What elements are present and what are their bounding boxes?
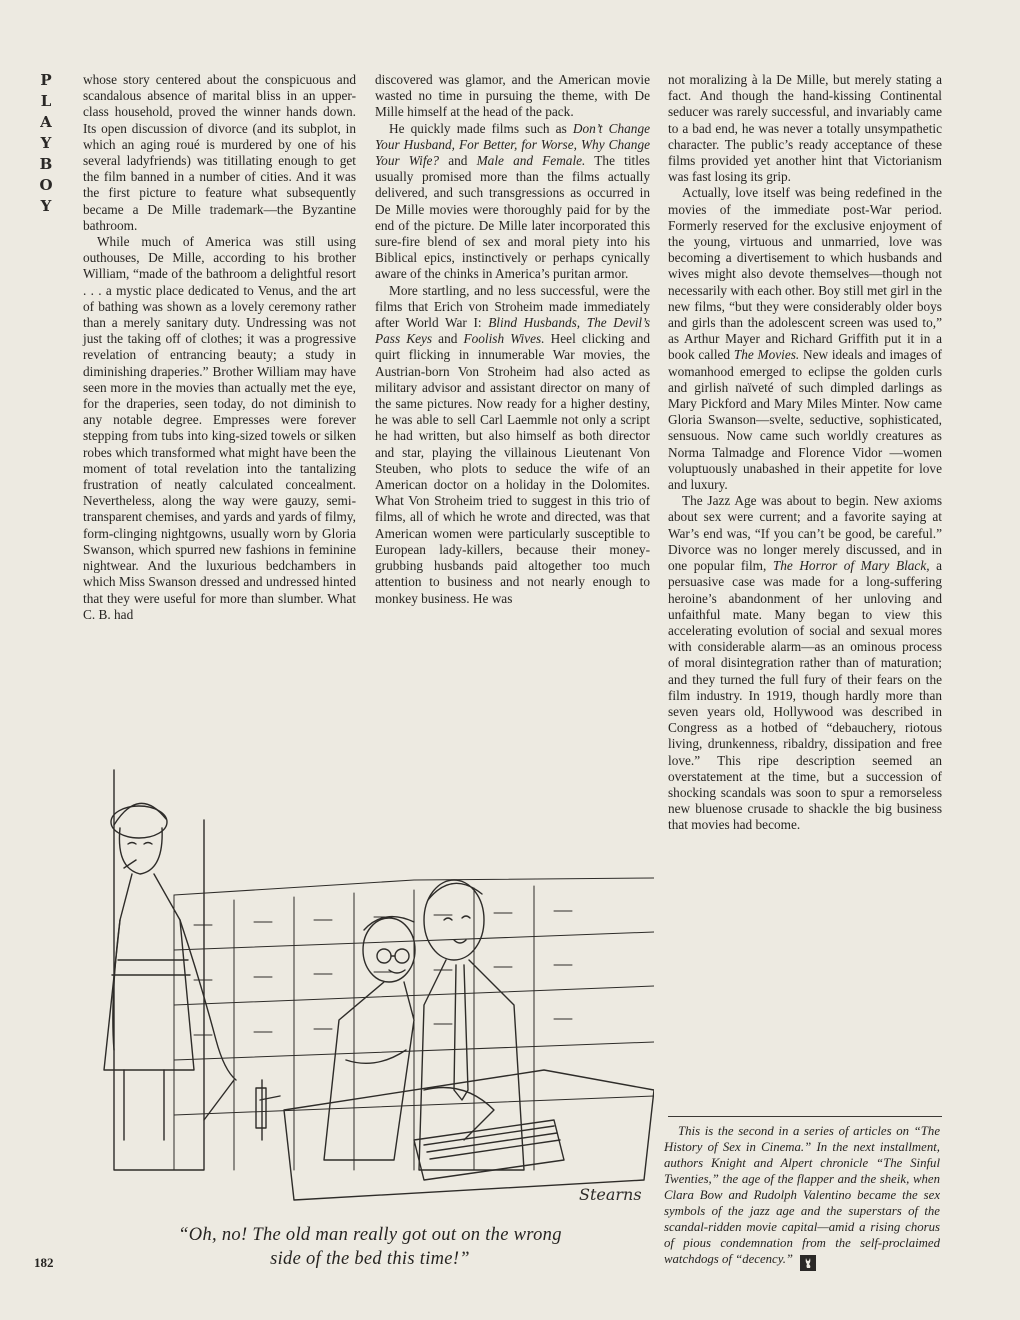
door-frame [114, 770, 280, 1170]
film-title: Male and Female. [476, 153, 586, 169]
article-column-1 [83, 72, 356, 623]
paragraph [668, 493, 942, 833]
paragraph [668, 185, 942, 493]
text-run: The titles usually promised more than the films actually delivered, and such transgressions as occurred in De Mille movies were thoroughly paid for by the end of the picture. De Mille later incorporated this sure-fire blend of sex and moral piety into his Biblical epics, instinctively or perhaps cynically aware of the chinks in America’s puritan armor. [375, 153, 650, 282]
sidebar-letter: O [39, 176, 53, 194]
text-run: a persuasive case was made for a long-suffering heroine’s abandonment of her unloving and unfaithful mate. Many began to view this accelerating evolution of social and sexual mores with considerable alarm—as an ominous process of moral disintegration rather than of maturation; and they turned the full fury of their fears on the film industry. In 1919, though hardly more than seven years old, Hollywood was described in Congress as a hotbed of “debauchery, riotous living, drunkenness, ribaldry, dissipation and free love.” This ripe description seemed an overstatement at the time, but a succession of shocking scandals was soon to spur a remorseless new bluenose crusade to shackle the big business that movies had become. [668, 558, 942, 833]
cartoon-caption [90, 1223, 650, 1271]
paragraph: While much of America was still using outhouses, De Mille, according to his brother William, “made of the bathroom a delightful resort . . . a mystic place dedicated to Venus, and the art of bathing was shown as a lovely ceremony rather than a merely sanitary duty. Undressing was not just the taking off of clothes; it was a progressive revelation of entrancing beauty; a study in diminishing draperies.” Brother William may have seen more in the movies than actually met the eye, for the draperies, seen today, do not diminish to any notable degree. Empresses were forever stepping from tubs into king-sized towels or silken robes which transformed what might have been the moment of total revelation into the tantalizing frustration of neatly calculated concealment. Nevertheless, along the way were gauzy, semitransparent chemises, and yards and yards of filmy, form-clinging nightgowns, usually worn by Gloria Swanson, which spurred new fashions in feminine nightwear. And the luxurious bedchambers in which Miss Swanson dressed and undressed hinted that they were useful for more than slumber. What C. B. had [83, 234, 356, 622]
film-title: Foolish Wives. [463, 331, 545, 347]
paragraph [375, 283, 650, 607]
sidebar-letter: Y [40, 134, 52, 152]
page-number: 182 [34, 1255, 54, 1270]
film-title: The Horror of Mary Black, [772, 558, 930, 574]
book-title: The Movies. [733, 347, 800, 363]
text-run: and [439, 153, 477, 169]
sidebar-letter: P [40, 71, 52, 89]
film-title: Blind Husbands, The Devil’s Pass Keys [375, 315, 650, 347]
sidebar-letter: L [40, 92, 52, 110]
article-column-3 [668, 72, 942, 834]
text-run: Actually, love itself was being redefined in the movies of the immediate post-War period. Formerly reserved for the exclusive enjoyment of the young, virtuous and unmarried, love was becoming a divertisement to which husbands and wives might also devote themselves—though not necessarily with each other. Boy still met girl in the new films, “but they were considerably older boys and girls than the adolescent screen was used to,” as Arthur Mayer and Richard Griffith put it in a book called [668, 185, 943, 363]
sidebar-letter: A [40, 113, 52, 131]
magazine-sidebar-title [34, 70, 58, 217]
film-title: Don’t Change Your Husband, For Better, for Worse, Why Change Your Wife? [375, 120, 650, 169]
text-run: Heel clicking and quirt flicking in innumerable War movies, the Austrian-born Von Stroheim had also acted as military advisor and assistant director on many of the same pictures. Now ready for a higher destiny, he was able to sell Carl Laemmle not only a script he had written, but also himself as both director and star, playing the villainous Lieutenant Von Steuben, who plots to seduce the wife of an American doctor on a holiday in the Dolomites. What Von Stroheim tried to suggest in this trio of films, all of which he wrote and directed, was that American women were particularly susceptible to European lady-killers, because their moneygrubbing husbands paid altogether too much attention to business and not nearly enough to monkey business. He was [375, 331, 650, 606]
text-run: and [432, 331, 464, 347]
paragraph: not moralizing à la De Mille, but merely stating a fact. And though the hand-kissing Continental seducer was rarely successful, and invariably came to a bad end, he was never a totally unsympathetic character. The public’s ready acceptance of these films provided yet another hint that Victorianism was fast losing its grip. [668, 72, 942, 185]
text-run: He quickly made films such as [389, 120, 573, 136]
article-column-2 [375, 72, 650, 607]
series-note: This is the second in a series of articles on “The History of Sex in Cinema.” In the next installment, authors Knight and Alpert chronicle “The Sinful Twenties,” the age of the flapper and the sheik, when Clara Bow and Rudolph Valentino became the sex symbols of the jazz age and the superstars of the scandal-ridden movie capital—amid a rising chorus of pious condemnation from the self-proclaimed watchdogs of “decency.” [664, 1124, 940, 1266]
caption-line-1: “Oh, no! The old man really got out on the wrong [178, 1225, 562, 1245]
caption-line-2: side of the bed this time!” [270, 1249, 470, 1269]
paragraph: discovered was glamor, and the American movie wasted no time in pursuing the theme, with De Mille himself at the head of the pack. [375, 72, 650, 120]
old-woman-figure [104, 803, 236, 1140]
sidebar-letter: Y [40, 197, 52, 215]
cartoon-illustration [84, 760, 654, 1210]
man-with-glasses-figure [324, 917, 415, 1160]
paragraph [375, 121, 650, 283]
bunny-logo-icon [800, 1255, 816, 1271]
text-run: New ideals and images of womanhood emerged to eclipse the golden curls and girlish naïveté of such dimpled darlings as Mary Pickford and Mary Miles Minter. Now came Gloria Swanson—svelte, seductive, sophisticated, sensuous. Now came such worldly creatures as Norma Talmadge and Florence Vidor —women voluptuously unabashed in their appetite for love and luxury. [668, 347, 942, 493]
paragraph: whose story centered about the conspicuous and scandalous absence of marital bliss in an upper-class household, proved the winner hands down. Its open discussion of divorce (and its subplot, in which an aging roué is murdered by one of his several ladyfriends) was titillating enough to get the film banned in a number of cities. And it was the first picture to feature what subsequently became a De Mille trademark—the Byzantine bathroom. [83, 72, 356, 233]
cartoonist-signature: Stearns [579, 1185, 642, 1204]
sidebar-letter: B [39, 155, 53, 173]
text-run: More startling, and no less successful, were the films that Erich von Stroheim made immediately after World War I: [375, 282, 650, 331]
note-divider [668, 1116, 942, 1117]
text-run: The Jazz Age was about to begin. New axioms about sex were current; and a favorite saying at War’s end was, “If you can’t be good, be careful.” Divorce was no longer merely discussed, and in one popular film, [668, 493, 942, 574]
